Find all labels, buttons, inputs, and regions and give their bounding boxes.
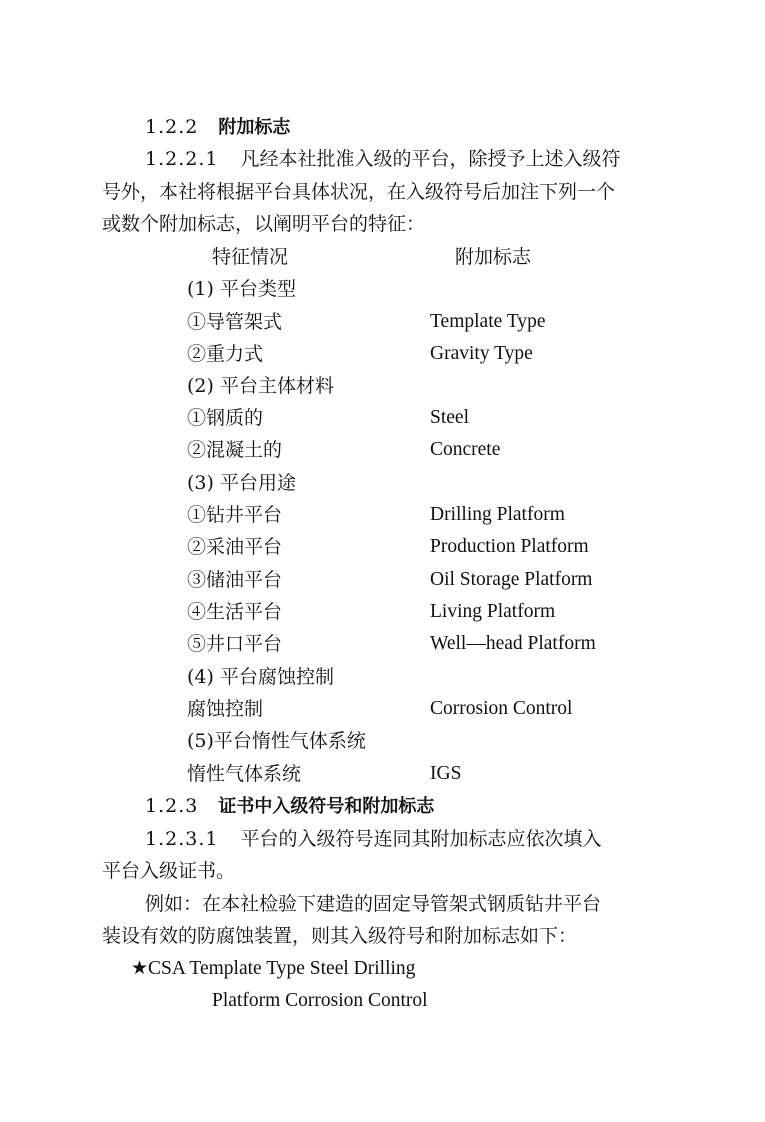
table-row-notation: Template Type	[430, 311, 546, 332]
clause-number: 1.2.2.1	[145, 148, 219, 170]
table-row-notation: Drilling Platform	[430, 504, 565, 525]
notation-example-line-1	[131, 956, 415, 982]
example-line-2: 装设有效的防腐蚀装置，则其入级符号和附加标志如下：	[102, 925, 578, 947]
table-row-feature: 惰性气体系统	[187, 763, 302, 785]
table-row-feature: ①钢质的	[187, 407, 264, 429]
column-header-feature: 特征情况	[212, 246, 289, 268]
group-title: (3) 平台用途	[187, 472, 296, 494]
group-title: (4) 平台腐蚀控制	[187, 666, 334, 688]
clause-text: 平台的入级符号连同其附加标志应依次填入	[240, 828, 602, 850]
table-row-feature: ②重力式	[187, 343, 264, 365]
clause-number: 1.2.3.1	[145, 828, 219, 850]
notation-text: CSA Template Type Steel Drilling	[148, 958, 416, 979]
clause-1-2-3-1-line-2: 平台入级证书。	[102, 860, 236, 882]
group-title: (5)平台惰性气体系统	[187, 730, 366, 752]
table-row-feature: ②混凝土的	[187, 439, 283, 461]
table-row-notation: IGS	[430, 763, 462, 784]
clause-1-2-2-1-line-2: 号外，本社将根据平台具体状况，在入级符号后加注下列一个	[102, 181, 616, 203]
table-row-feature: ①导管架式	[187, 311, 283, 333]
column-header-notation: 附加标志	[455, 246, 532, 268]
group-title: (2) 平台主体材料	[187, 375, 334, 397]
table-row-notation: Gravity Type	[430, 343, 533, 364]
section-number: 1.2.3	[145, 795, 199, 817]
clause-1-2-3-1-line-1	[145, 826, 602, 852]
section-number: 1.2.2	[145, 116, 199, 138]
table-row-notation: Corrosion Control	[430, 698, 573, 719]
table-row-feature: ③储油平台	[187, 569, 283, 591]
table-row-feature: ④生活平台	[187, 601, 283, 623]
clause-1-2-2-1-line-1	[145, 146, 621, 172]
table-row-feature: ①钻井平台	[187, 504, 283, 526]
notation-example-line-2: Platform Corrosion Control	[212, 990, 428, 1011]
table-row-notation: Oil Storage Platform	[430, 569, 593, 590]
clause-text: 凡经本社批准入级的平台，除授予上述入级符	[240, 148, 621, 170]
example-line-1: 例如：在本社检验下建造的固定导管架式钢质钻井平台	[145, 893, 602, 915]
table-row-notation: Well—head Platform	[430, 633, 596, 654]
section-heading-1-2-2	[145, 114, 290, 141]
table-row-feature: 腐蚀控制	[187, 698, 264, 720]
section-heading-1-2-3	[145, 793, 434, 820]
table-row-feature: ②采油平台	[187, 536, 283, 558]
table-row-feature: ⑤井口平台	[187, 633, 283, 655]
group-title: (1) 平台类型	[187, 278, 296, 300]
star-symbol: ★	[131, 958, 149, 979]
section-title: 证书中入级符号和附加标志	[218, 796, 435, 817]
table-row-notation: Steel	[430, 407, 469, 428]
clause-1-2-2-1-line-3: 或数个附加标志，以阐明平台的特征：	[102, 213, 426, 235]
table-row-notation: Production Platform	[430, 536, 589, 557]
table-row-notation: Concrete	[430, 439, 501, 460]
section-title: 附加标志	[218, 117, 291, 138]
table-row-notation: Living Platform	[430, 601, 556, 622]
